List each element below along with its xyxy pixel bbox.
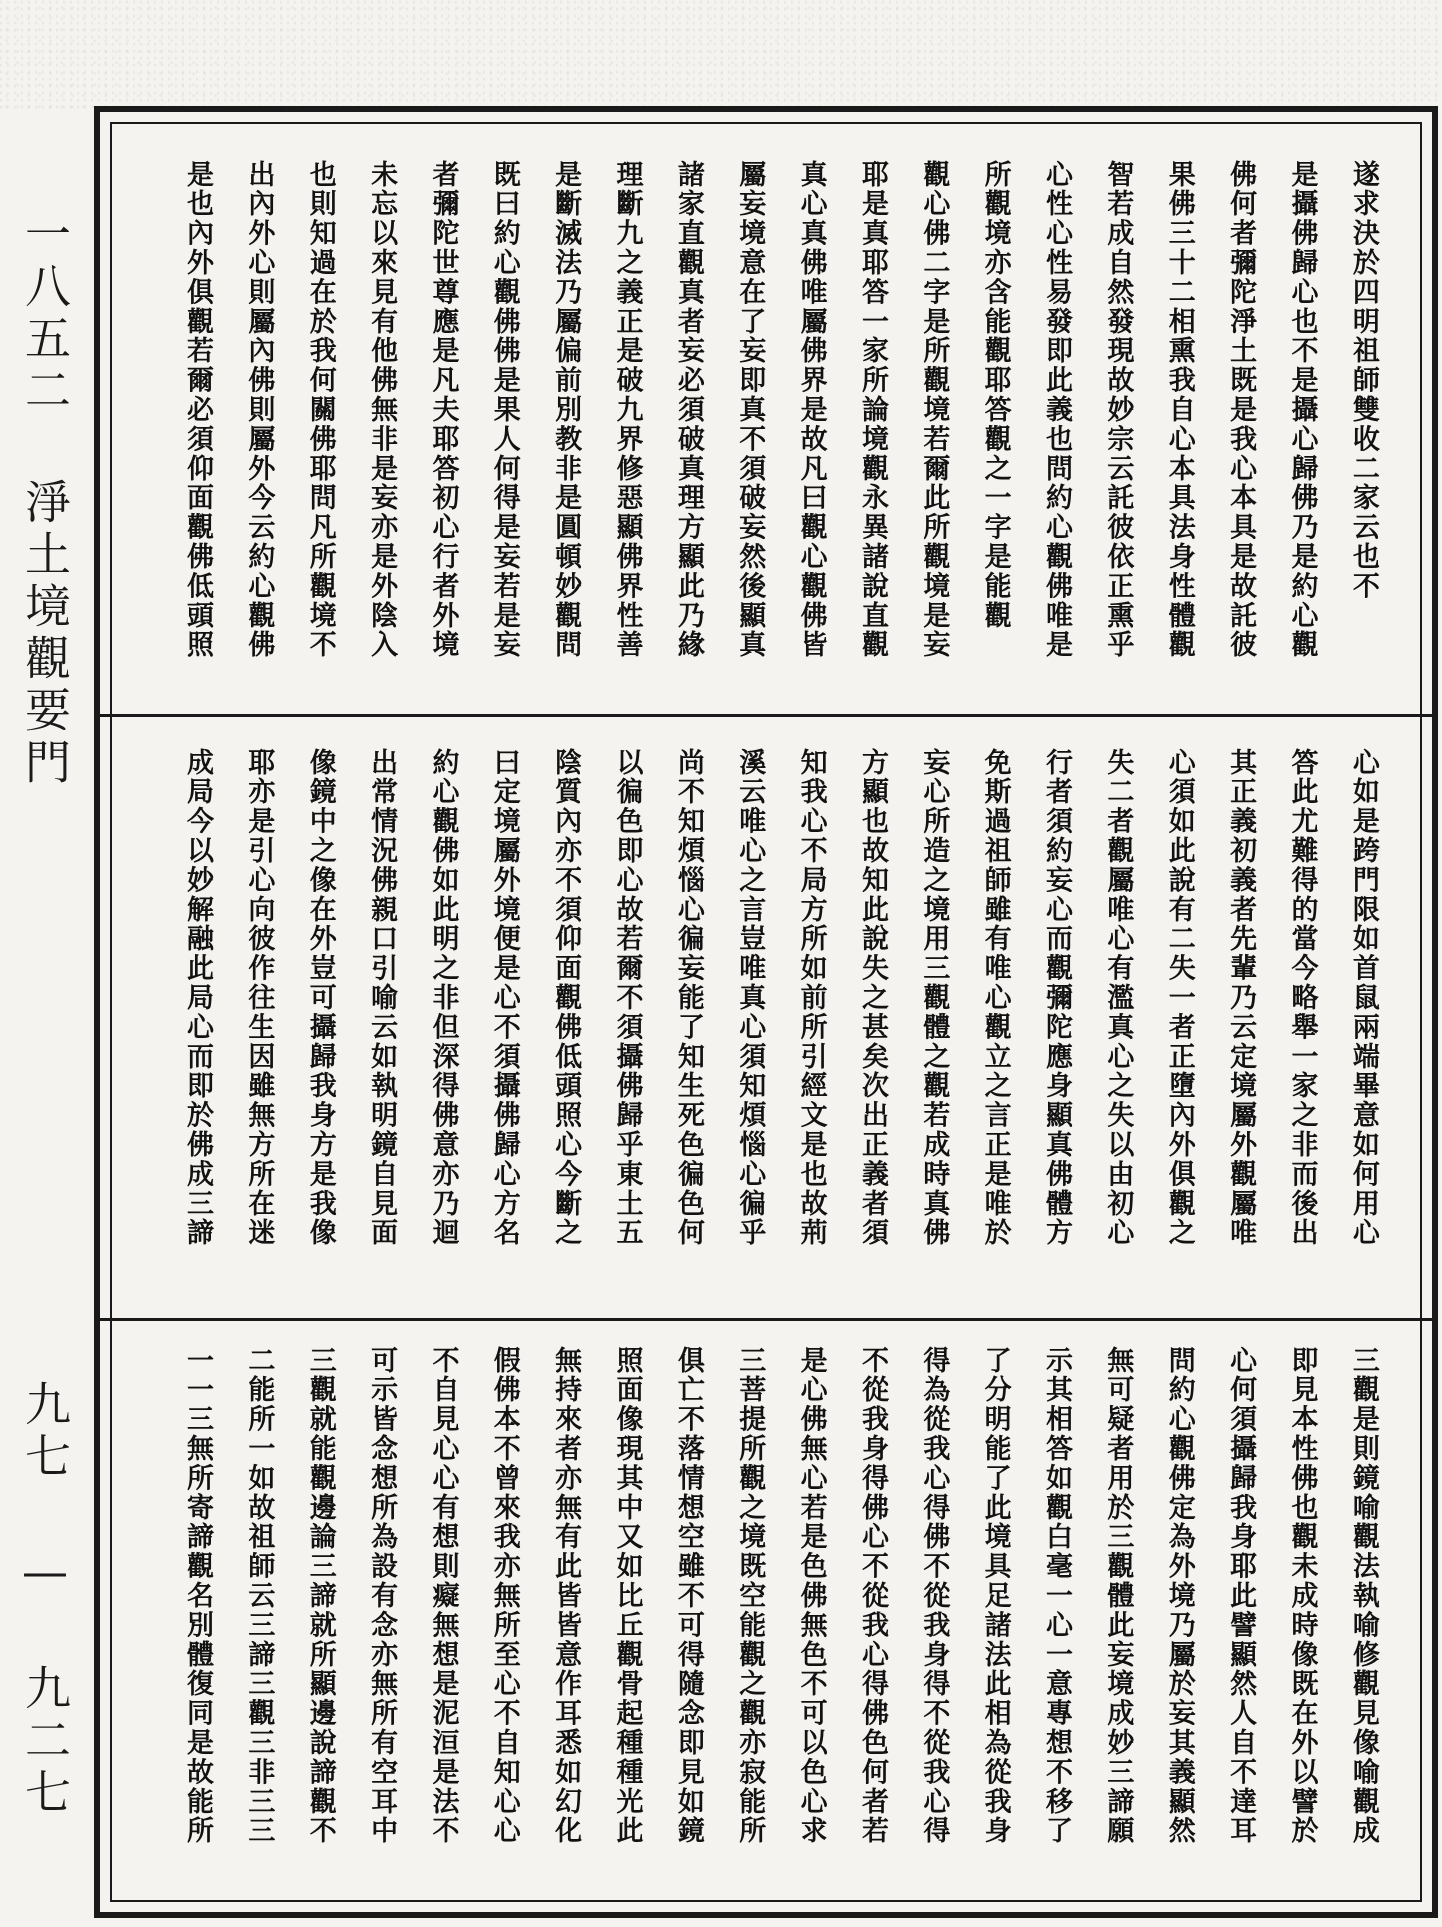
text-column: 理斷九之義正是破九界修惡顯佛界性善 — [611, 160, 643, 660]
text-column: 心須如此說有二失一者正墮內外俱觀之 — [1163, 748, 1195, 1248]
text-column: 無可疑者用於三觀體此妄境成妙三諦願 — [1102, 1346, 1134, 1846]
text-column: 遂求決於四明祖師雙收二家云也不 — [1347, 160, 1379, 601]
text-panel-bottom — [170, 1346, 1390, 1896]
text-column: 心何須攝歸我身耶此譬顯然人自不達耳 — [1225, 1346, 1257, 1846]
text-column: 曰定境屬外境便是心不須攝佛歸心方名 — [488, 748, 520, 1248]
text-column: 耶亦是引心向彼作往生因雖無方所在迷 — [243, 748, 275, 1248]
text-column: 妄心所造之境用三觀體之觀若成時真佛 — [918, 748, 950, 1248]
text-column: 免斯過祖師雖有唯心觀立之言正是唯於 — [979, 748, 1011, 1248]
text-column: 三觀是則鏡喻觀法執喻修觀見像喻觀成 — [1347, 1346, 1379, 1846]
text-column: 者彌陀世尊應是凡夫耶答初心行者外境 — [427, 160, 459, 660]
text-column: 心性心性易發即此義也問約心觀佛唯是 — [1041, 160, 1073, 660]
text-column: 心如是跨門限如首鼠兩端畢意如何用心 — [1347, 748, 1379, 1248]
section-divider — [94, 1318, 1438, 1321]
text-column: 失二者觀屬唯心有濫真心之失以由初心 — [1102, 748, 1134, 1248]
text-column: 二能所一如故祖師云三諦三觀三非三三 — [243, 1346, 275, 1846]
text-column: 成局今以妙解融此局心而即於佛成三諦 — [182, 748, 213, 1248]
text-column: 是斷滅法乃屬偏前別教非是圓頓妙觀問 — [550, 160, 582, 660]
text-column: 出常情況佛親口引喻云如執明鏡自見面 — [366, 748, 398, 1248]
text-column: 假佛本不曾來我亦無所至心不自知心心 — [488, 1346, 520, 1846]
text-column: 照面像現其中又如比丘觀骨起種種光此 — [611, 1346, 643, 1846]
text-column: 諸家直觀真者妄必須破真理方顯此乃緣 — [672, 160, 704, 660]
text-column: 答此尤難得的當今略舉一家之非而後出 — [1286, 748, 1318, 1248]
text-column: 三觀就能觀邊論三諦就所顯邊說諦觀不 — [304, 1346, 336, 1846]
text-column: 知我心不局方所如前所引經文是也故荊 — [795, 748, 827, 1248]
text-column: 是也內外俱觀若爾必須仰面觀佛低頭照 — [182, 160, 213, 660]
text-column: 可示皆念想所為設有念亦無所有空耳中 — [366, 1346, 398, 1846]
page-number: 九七 — 九二七 — [18, 1380, 72, 1820]
text-column: 約心觀佛如此明之非但深得佛意亦乃迴 — [427, 748, 459, 1248]
text-column: 佛何者彌陀淨土既是我心本具是故託彼 — [1225, 160, 1257, 660]
text-column: 行者須約妄心而觀彌陀應身顯真佛體方 — [1041, 748, 1073, 1248]
text-column: 不自見心心有想則癡無想是泥洹是法不 — [427, 1346, 459, 1846]
text-column: 果佛三十二相熏我自心本具法身性體觀 — [1163, 160, 1195, 660]
text-column: 未忘以來見有他佛無非是妄亦是外陰入 — [366, 160, 398, 660]
text-panel-middle — [170, 748, 1390, 1298]
text-column: 問約心觀佛定為外境乃屬於妄其義顯然 — [1163, 1346, 1195, 1846]
text-column: 其正義初義者先輩乃云定境屬外觀屬唯 — [1225, 748, 1257, 1248]
section-divider — [94, 714, 1438, 717]
text-column: 尚不知煩惱心徧妄能了知生死色徧色何 — [672, 748, 704, 1248]
text-column: 耶是真耶答一家所論境觀永異諸說直觀 — [856, 160, 888, 660]
text-column: 示其相答如觀白毫一心一意專想不移了 — [1041, 1346, 1073, 1846]
text-column: 既曰約心觀佛佛是果人何得是妄若是妄 — [488, 160, 520, 660]
text-column: 不從我身得佛心不從我心得佛色何者若 — [856, 1346, 888, 1846]
text-column: 即見本性佛也觀未成時像既在外以譬於 — [1286, 1346, 1318, 1846]
text-column: 無持來者亦無有此皆皆意作耳悉如幻化 — [550, 1346, 582, 1846]
text-column: 陰質內亦不須仰面觀佛低頭照心今斷之 — [550, 748, 582, 1248]
text-panel-top — [170, 160, 1390, 690]
text-column: 一一三無所寄諦觀名別體復同是故能所 — [182, 1346, 213, 1846]
text-column: 溪云唯心之言豈唯真心須知煩惱心徧乎 — [734, 748, 766, 1248]
text-column: 方顯也故知此說失之甚矣次出正義者須 — [856, 748, 888, 1248]
text-column: 屬妄境意在了妄即真不須破妄然後顯真 — [734, 160, 766, 660]
text-column: 得為從我心得佛不從我身得不從我心得 — [918, 1346, 950, 1846]
text-column: 是攝佛歸心也不是攝心歸佛乃是約心觀 — [1286, 160, 1318, 660]
text-column: 以徧色即心故若爾不須攝佛歸乎東土五 — [611, 748, 643, 1248]
text-column: 觀心佛二字是所觀境若爾此所觀境是妄 — [918, 160, 950, 660]
text-column: 三菩提所觀之境既空能觀之觀亦寂能所 — [734, 1346, 766, 1846]
text-column: 像鏡中之像在外豈可攝歸我身方是我像 — [304, 748, 336, 1248]
text-column: 俱亡不落情想空雖不可得隨念即見如鏡 — [672, 1346, 704, 1846]
running-head-title: 一八五二 淨土境觀要門 — [18, 210, 72, 790]
scan-speckle — [0, 0, 1442, 110]
text-column: 所觀境亦含能觀耶答觀之一字是能觀 — [979, 160, 1011, 631]
text-column: 是心佛無心若是色佛無色不可以色心求 — [795, 1346, 827, 1846]
text-column: 真心真佛唯屬佛界是故凡曰觀心觀佛皆 — [795, 160, 827, 660]
text-column: 智若成自然發現故妙宗云託彼依正熏乎 — [1102, 160, 1134, 660]
text-column: 也則知過在於我何關佛耶問凡所觀境不 — [304, 160, 336, 660]
text-column: 出內外心則屬內佛則屬外今云約心觀佛 — [243, 160, 275, 660]
text-column: 了分明能了此境具足諸法此相為從我身 — [979, 1346, 1011, 1846]
